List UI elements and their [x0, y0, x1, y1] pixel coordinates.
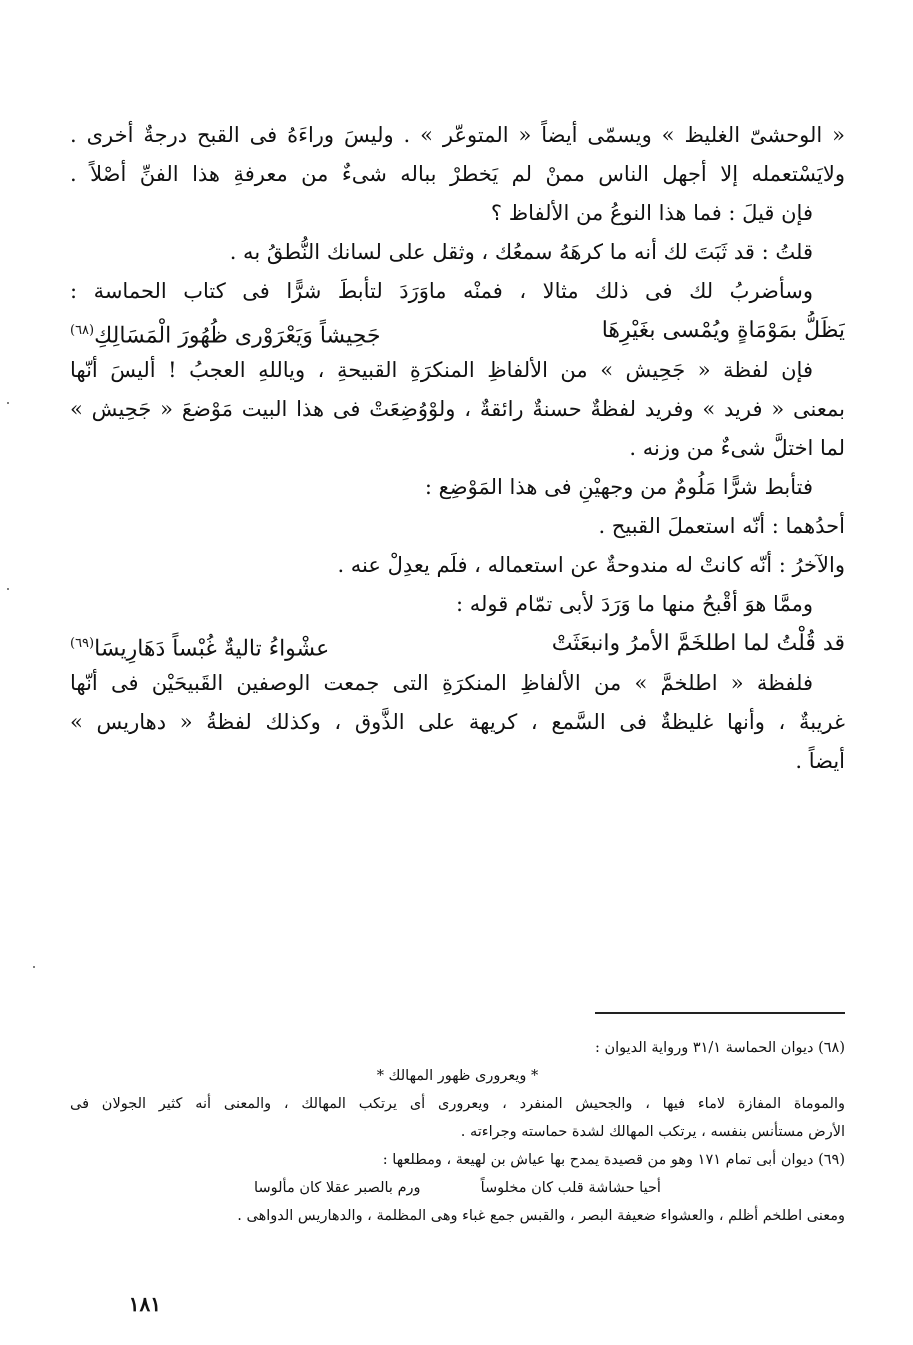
footnote-mark-69: (٦٩)	[70, 636, 95, 651]
text-line: فتأبط شرًّا مَلُومٌ من وجهيْنِ فى هذا المَوْضِع :	[424, 475, 813, 499]
text-line: غريبةٌ ، وأنها غليظةٌ فى السَّمع ، كريهة على الذَّوق ، وكذلك لفظةُ « دهاريس »	[70, 710, 845, 734]
footnote-mark-68: (٦٨)	[70, 323, 95, 338]
text-line: بمعنى « فريد » وفريد لفظةٌ حسنةٌ رائقةٌ ، ولوْوُضِعَتْ فى هذا البيت مَوْضعَ « جَحِيش »	[70, 397, 845, 421]
scan-speck	[7, 588, 9, 590]
verse-2-second-hemistich-text: عشْواءُ تاليةٌ غُبْساً دَهَارِيسَا	[94, 636, 330, 662]
text-line: فلفظة « اطلخمَّ » من الألفاظِ المنكرَةِ التى جمعت الوصفين القَبيحَيْن فى أنّها	[70, 671, 813, 695]
text-line: ولايَسْتعمله إلا أجهل الناس ممنْ لم يَخطرْ بباله شىءٌ من معرفةِ هذا الفنِّ أصْلاً .	[70, 162, 845, 186]
footnote-68-verse: * ويعرورى ظهور المهالك *	[376, 1068, 539, 1084]
scan-speck	[33, 966, 35, 968]
verse-2-first-hemistich: قد قُلْتُ لما اطلخَمَّ الأمرُ وانبعَثَتْ	[551, 631, 845, 656]
footnote-68-heading: (٦٨) ديوان الحماسة ٣١/١ ورواية الديوان :	[594, 1040, 845, 1056]
verse-2-second-hemistich	[70, 624, 329, 664]
footnote-69-explanation: ومعنى اطلخم أظلم ، والعشواء ضعيفة البصر ، والقبس جمع غباء وهى المظلمة ، والدهاريس الدواهى .	[237, 1208, 845, 1224]
text-line: والآخرُ : أنّه كانتْ له مندوحةٌ عن استعماله ، فلَم يعدِلْ عنه .	[337, 553, 845, 577]
footnote-69-verse	[70, 1174, 845, 1202]
verse-2	[70, 624, 845, 664]
text-line: فإن لفظة « جَحِيش » من الألفاظِ المنكرَةِ القبيحةِ ، وياللهِ العجبُ ! أليسَ أنّها	[70, 358, 813, 382]
text-line: فإن قيلَ : فما هذا النوعُ من الألفاظ ؟	[490, 201, 813, 225]
footnote-69-heading: (٦٩) ديوان أبى تمام ١٧١ وهو من قصيدة يمدح بها عياش بن لهيعة ، ومطلعها :	[382, 1152, 845, 1168]
footnote-69-verse-first: أحيا حشاشة قلب كان مخلوساً	[480, 1180, 661, 1196]
verse-1-first-hemistich: يَظَلُّ بمَوْمَاةٍ ويُمْسى بغَيْرِهَا	[601, 318, 845, 343]
verse-1-second-hemistich-text: جَحِيشاً وَيَعْرَوْرى ظُهُورَ الْمَسَالِكِ	[94, 323, 381, 349]
text-line: لما اختلَّ شىءٌ من وزنه .	[629, 436, 845, 460]
footnotes	[70, 1034, 845, 1230]
text-line: أيضاً .	[795, 749, 845, 773]
main-text	[70, 116, 845, 781]
text-line: « الوحشىّ الغليظ » ويسمّى أيضاً « المتوعّر » . وليسَ وراءَهُ فى القبح درجةٌ أخرى .	[70, 123, 845, 147]
text-line: وممَّا هوَ أقْبحُ منها ما وَرَدَ لأبى تمّام قوله :	[456, 592, 813, 616]
text-line: وسأضربُ لك فى ذلك مثالا ، فمنْه ماوَرَدَ لتأبطَ شرًّا فى كتاب الحماسة :	[70, 279, 813, 303]
text-line: قلتُ : قد ثَبَتَ لك أنه ما كرهَهُ سمعُك ، وثقل على لسانك النُّطقُ به .	[229, 240, 813, 264]
scan-speck	[7, 402, 9, 404]
footnote-divider	[595, 1012, 845, 1014]
footnote-69-verse-second: ورم بالصبر عقلا كان مألوسا	[254, 1180, 421, 1196]
verse-1-second-hemistich	[70, 311, 381, 351]
page-number: ١٨١	[128, 1292, 161, 1316]
verse-1	[70, 311, 845, 351]
footnote-68-explanation-cont: الأرض مستأنس بنفسه ، يرتكب المهالك لشدة حماسته وجراءته .	[460, 1124, 845, 1140]
text-line: أحدُهما : أنّه استعملَ القبيح .	[598, 514, 845, 538]
footnote-68-explanation: والموماة المفازة لاماء فيها ، والجحيش المنفرد ، ويعرورى أى يرتكب المهالك ، والمعنى أنه كثير الجولان فى	[70, 1096, 845, 1112]
